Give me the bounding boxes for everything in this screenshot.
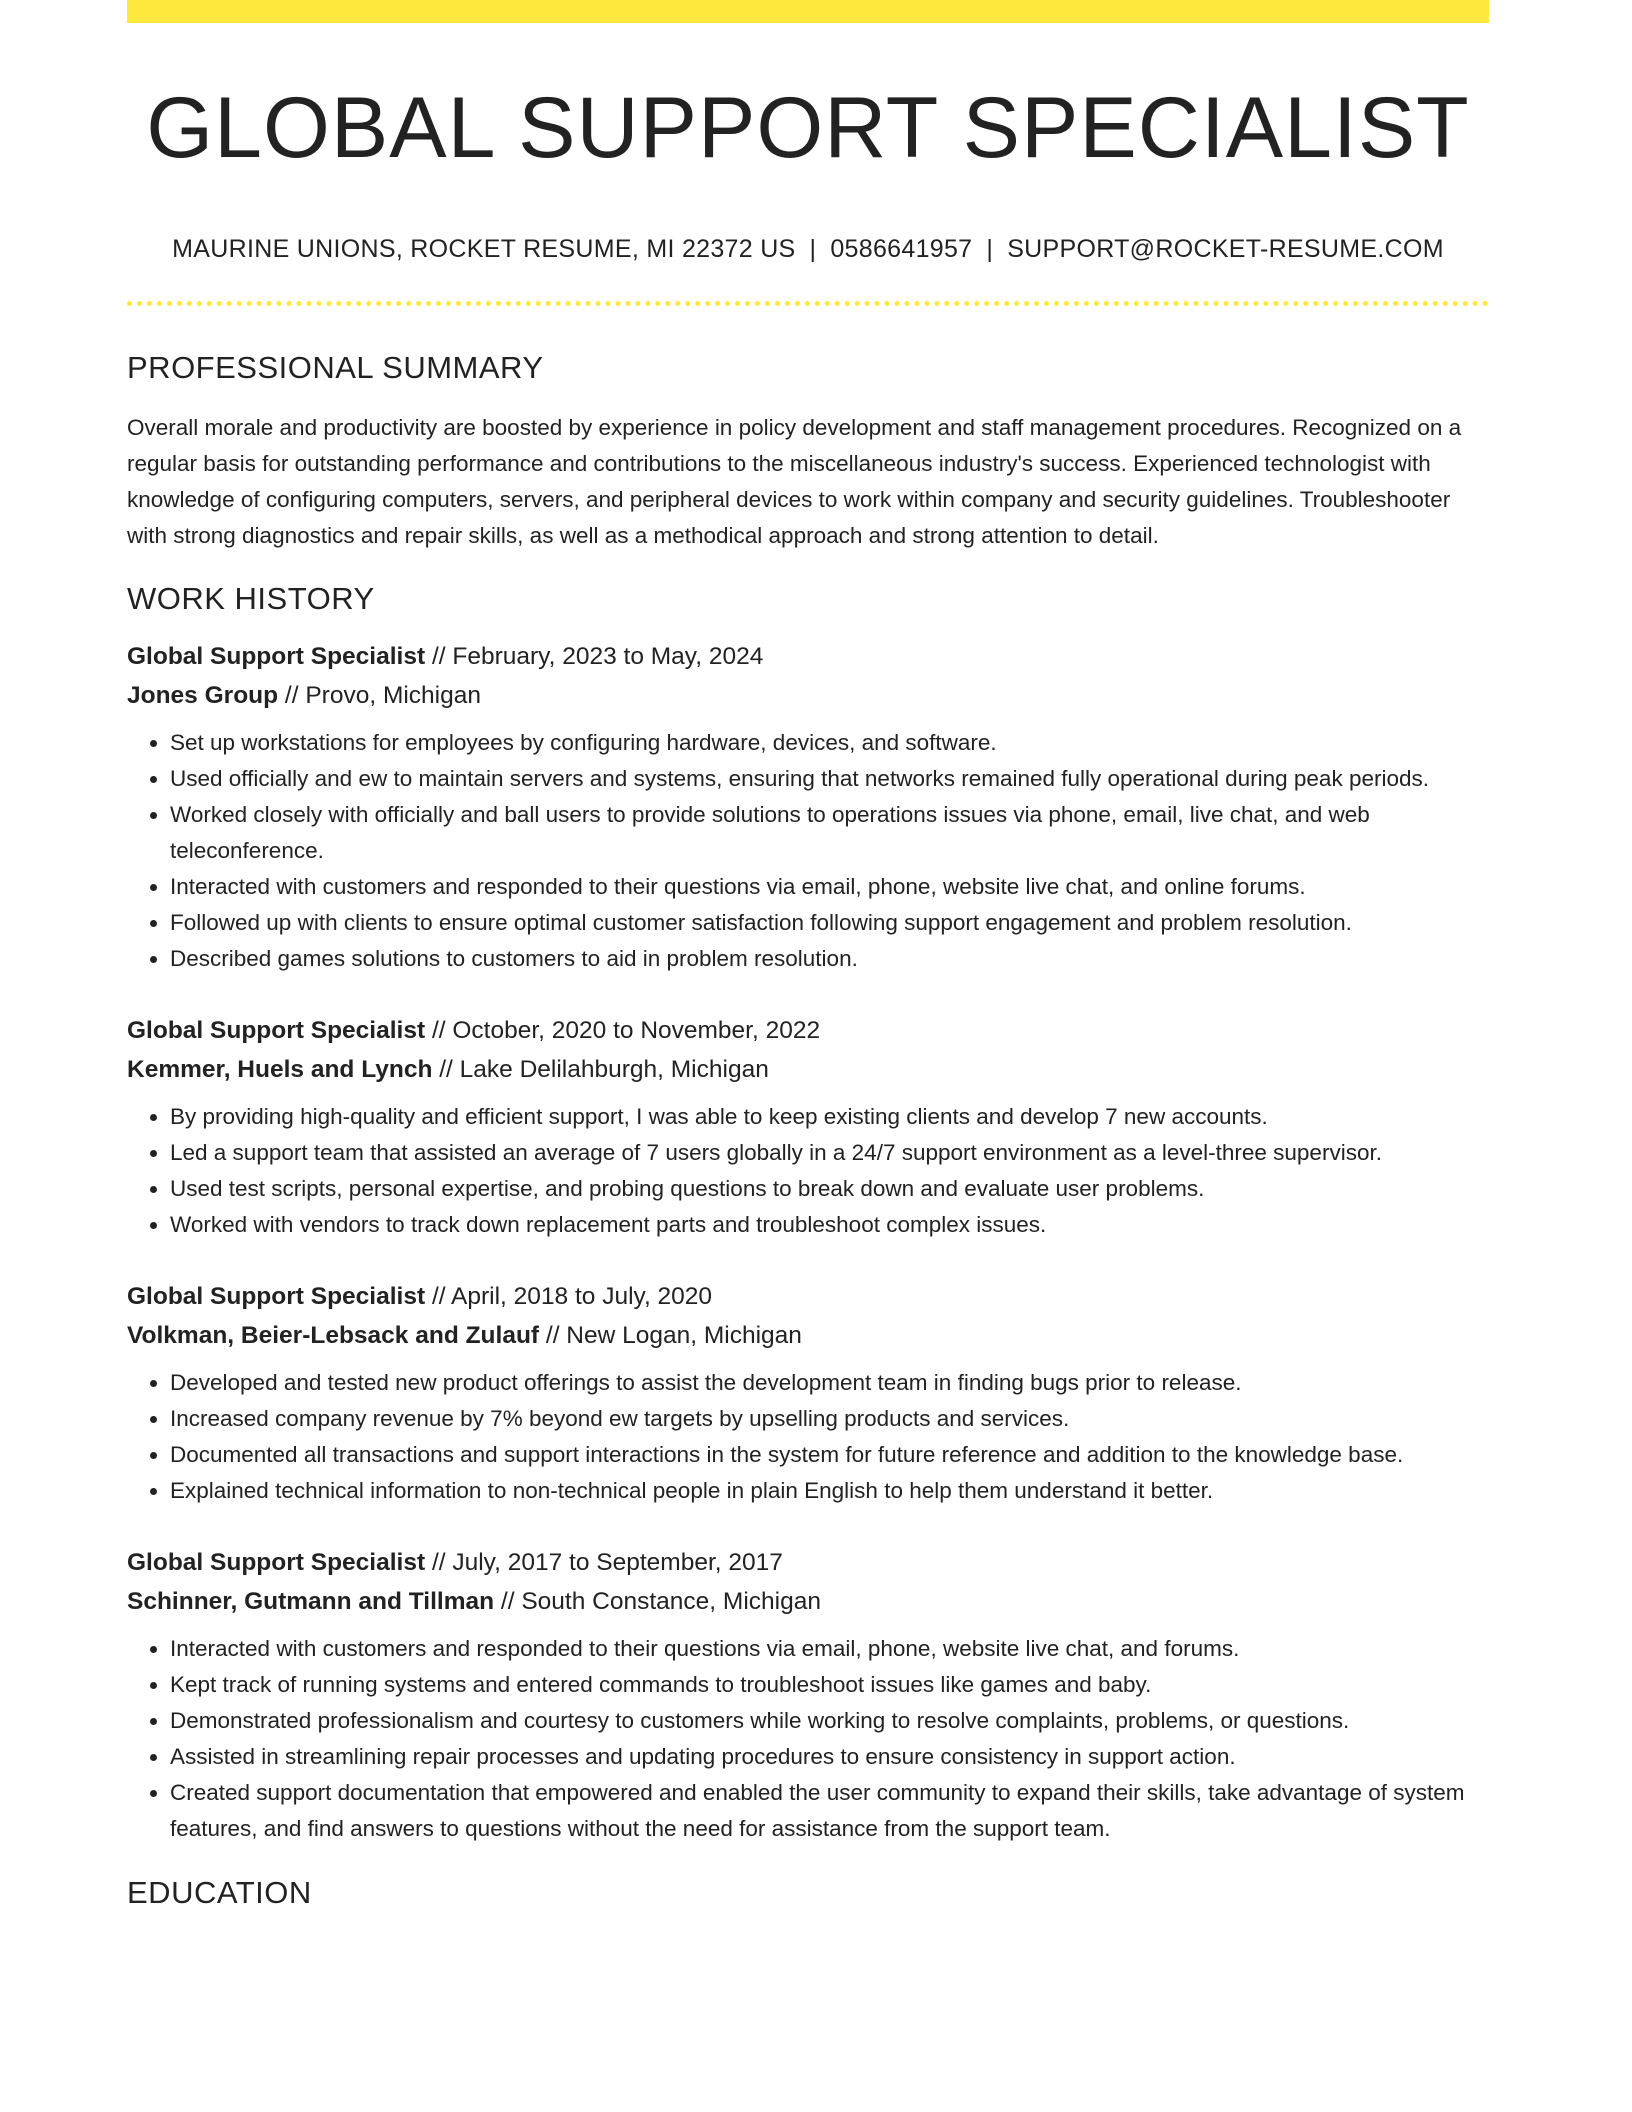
job-company: Volkman, Beier-Lebsack and Zulauf xyxy=(127,1322,540,1349)
job-location: // South Constance, Michigan xyxy=(494,1588,821,1615)
job-location: // New Logan, Michigan xyxy=(539,1322,802,1349)
job-bullet: • Described games solutions to customers to aid in problem resolution. xyxy=(170,941,1489,977)
job-title: Global Support Specialist xyxy=(127,643,426,670)
job-bullets xyxy=(127,1099,1489,1243)
job-entry xyxy=(127,637,1489,977)
job-company: Schinner, Gutmann and Tillman xyxy=(127,1588,495,1615)
job-bullet: • Used test scripts, personal expertise, and probing questions to break down and evaluate user problems. xyxy=(170,1171,1489,1207)
job-bullets xyxy=(127,725,1489,977)
education-heading: EDUCATION xyxy=(127,1875,312,1910)
job-company-line xyxy=(127,1316,1489,1355)
job-bullet: • Followed up with clients to ensure optimal customer satisfaction following support engagement and problem resolution. xyxy=(170,905,1489,941)
job-bullet: • Explained technical information to non-technical people in plain English to help them understand it better. xyxy=(170,1473,1489,1509)
contact-separator: | xyxy=(809,235,817,263)
job-bullet: • Used officially and ew to maintain servers and systems, ensuring that networks remained fully operational during peak periods. xyxy=(170,761,1489,797)
header-divider xyxy=(127,301,1489,306)
job-entry xyxy=(127,1277,1489,1509)
job-entry xyxy=(127,1543,1489,1847)
job-bullets xyxy=(127,1631,1489,1847)
contact-address: MAURINE UNIONS, ROCKET RESUME, MI 22372 US xyxy=(172,235,796,263)
job-location: // Provo, Michigan xyxy=(278,682,481,709)
job-bullet: • Demonstrated professionalism and courtesy to customers while working to resolve complaints, problems, or questions. xyxy=(170,1703,1489,1739)
job-dates: // April, 2018 to July, 2020 xyxy=(425,1283,713,1310)
job-title: Global Support Specialist xyxy=(127,1017,426,1044)
job-bullet: • Interacted with customers and responded to their questions via email, phone, website live chat, and online forums. xyxy=(170,869,1489,905)
job-bullet: • By providing high-quality and efficient support, I was able to keep existing clients and develop 7 new accounts. xyxy=(170,1099,1489,1135)
job-title-line xyxy=(127,1011,1489,1050)
contact-email: SUPPORT@ROCKET-RESUME.COM xyxy=(1007,235,1444,263)
job-title-line xyxy=(127,1543,1489,1582)
job-entry xyxy=(127,1011,1489,1243)
job-dates: // February, 2023 to May, 2024 xyxy=(425,643,764,670)
job-title-line xyxy=(127,637,1489,676)
job-bullet: • Assisted in streamlining repair processes and updating procedures to ensure consistency in support action. xyxy=(170,1739,1489,1775)
resume-title: GLOBAL SUPPORT SPECIALIST xyxy=(146,80,1470,176)
job-bullet: • Worked with vendors to track down replacement parts and troubleshoot complex issues. xyxy=(170,1207,1489,1243)
resume-page xyxy=(127,0,1489,1911)
job-location: // Lake Delilahburgh, Michigan xyxy=(432,1056,769,1083)
summary-text: Overall morale and productivity are boosted by experience in policy development and staff management procedures. Recognized on a regular basis for outstanding performance and contributions to the miscellaneous industry's success. Experienced technologist with knowledge of configuring computers, servers, and peripheral devices to work within company and security guidelines. Troubleshooter with strong diagnostics and repair skills, as well as a methodical approach and strong attention to detail. xyxy=(127,415,1462,548)
job-title-line xyxy=(127,1277,1489,1316)
job-company: Jones Group xyxy=(127,682,279,709)
job-title: Global Support Specialist xyxy=(127,1549,426,1576)
work-history-heading: WORK HISTORY xyxy=(127,581,375,616)
job-bullet: • Led a support team that assisted an average of 7 users globally in a 24/7 support environment as a level-three supervisor. xyxy=(170,1135,1489,1171)
job-bullets xyxy=(127,1365,1489,1509)
job-bullet: • Kept track of running systems and entered commands to troubleshoot issues like games and baby. xyxy=(170,1667,1489,1703)
contact-phone: 0586641957 xyxy=(830,235,973,263)
job-dates: // October, 2020 to November, 2022 xyxy=(425,1017,821,1044)
job-bullet: • Increased company revenue by 7% beyond ew targets by upselling products and services. xyxy=(170,1401,1489,1437)
job-bullet: • Created support documentation that empowered and enabled the user community to expand their skills, take advantage of system features, and find answers to questions without the need for assistance from the support team. xyxy=(170,1775,1489,1847)
job-company-line xyxy=(127,1050,1489,1089)
job-bullet: • Developed and tested new product offerings to assist the development team in finding bugs prior to release. xyxy=(170,1365,1489,1401)
job-company-line xyxy=(127,676,1489,715)
contact-separator: | xyxy=(986,235,994,263)
job-bullet: • Worked closely with officially and ball users to provide solutions to operations issues via phone, email, live chat, and web teleconference. xyxy=(170,797,1489,869)
job-company: Kemmer, Huels and Lynch xyxy=(127,1056,433,1083)
summary-heading: PROFESSIONAL SUMMARY xyxy=(127,350,544,385)
job-bullet: • Interacted with customers and responded to their questions via email, phone, website live chat, and forums. xyxy=(170,1631,1489,1667)
job-bullet: • Set up workstations for employees by configuring hardware, devices, and software. xyxy=(170,725,1489,761)
accent-bar xyxy=(127,0,1489,23)
contact-line xyxy=(127,235,1489,264)
job-bullet: • Documented all transactions and support interactions in the system for future reference and addition to the knowledge base. xyxy=(170,1437,1489,1473)
job-company-line xyxy=(127,1582,1489,1621)
job-dates: // July, 2017 to September, 2017 xyxy=(425,1549,783,1576)
job-title: Global Support Specialist xyxy=(127,1283,426,1310)
